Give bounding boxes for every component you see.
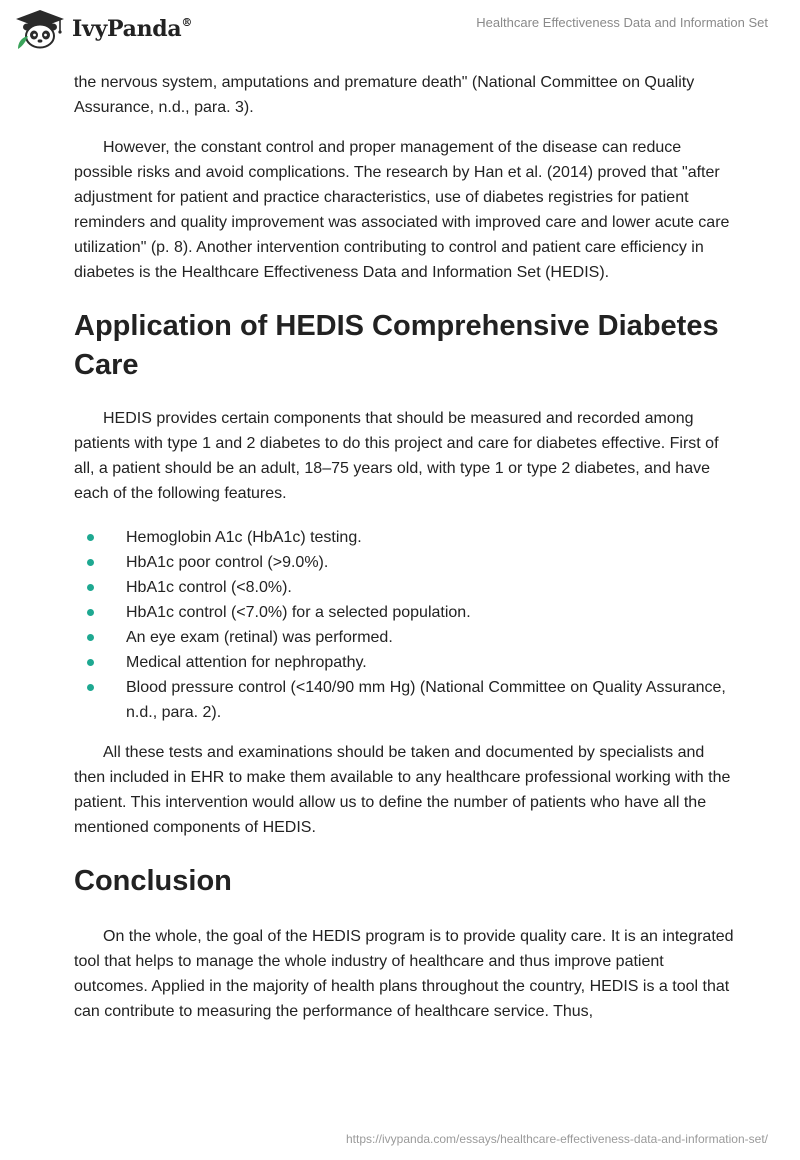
document-title: Healthcare Effectiveness Data and Information Set: [476, 15, 768, 30]
list-item: [74, 650, 734, 675]
bullet-icon: [87, 659, 94, 666]
paragraph-conclusion: On the whole, the goal of the HEDIS program is to provide quality care. It is an integrated tool that helps to manage the whole industry of healthcare and thus improve patient outcomes. Applied in the majority of health plans throughout the country, HEDIS is a tool that can contribute to measuring the performance of healthcare service. Thus,: [74, 928, 734, 1020]
brand-registered-mark: ®: [181, 15, 193, 29]
list-item-text: HbA1c control (<8.0%).: [126, 579, 292, 596]
list-item-text: Medical attention for nephropathy.: [126, 654, 367, 671]
brand-name-text: IvyPanda: [72, 16, 182, 42]
section-heading-application: Application of HEDIS Comprehensive Diabetes Care: [74, 310, 719, 381]
section-heading-conclusion: Conclusion: [74, 865, 232, 897]
article-body: [74, 70, 734, 1024]
hedis-features-list: [74, 525, 734, 725]
bullet-icon: [87, 684, 94, 691]
list-item: [74, 675, 734, 725]
brand-name: [72, 16, 192, 42]
paragraph-continuation: the nervous system, amputations and premature death" (National Committee on Quality Assurance, n.d., para. 3).: [74, 74, 695, 116]
list-item: [74, 600, 734, 625]
list-item-text: Blood pressure control (<140/90 mm Hg) (National Committee on Quality Assurance, n.d., para. 2).: [126, 679, 726, 721]
paragraph-intervention: However, the constant control and proper management of the disease can reduce possible risks and avoid complications. The research by Han et al. (2014) proved that "after adjustment for patient and practice characteristics, use of diabetes registries for patient reminders and quality improvement was associated with improved care and lower acute care utilization" (p. 8). Another intervention contributing to control and patient care efficiency in diabetes is the Healthcare Effectiveness Data and Information Set (HEDIS).: [74, 139, 730, 281]
bullet-icon: [87, 584, 94, 591]
list-item-text: Hemoglobin A1c (HbA1c) testing.: [126, 529, 362, 546]
list-item-text: HbA1c poor control (>9.0%).: [126, 554, 329, 571]
list-item: [74, 625, 734, 650]
brand-logo[interactable]: [14, 9, 192, 49]
paragraph-hedis-components: HEDIS provides certain components that should be measured and recorded among patients with type 1 and 2 diabetes to do this project and care for diabetes effective. First of all, a patient should be an adult, 18–75 years old, with type 1 or type 2 diabetes, and have each of the following features.: [74, 410, 719, 502]
bullet-icon: [87, 534, 94, 541]
paragraph-ehr-documentation: All these tests and examinations should be taken and documented by specialists and then included in EHR to make them available to any healthcare professional working with the patient. This intervention would allow us to define the number of patients who have all the mentioned components of HEDIS.: [74, 744, 731, 836]
panda-graduation-cap-icon: [14, 9, 66, 49]
bullet-icon: [87, 609, 94, 616]
list-item: [74, 550, 734, 575]
list-item: [74, 525, 734, 550]
list-item-text: HbA1c control (<7.0%) for a selected population.: [126, 604, 471, 621]
bullet-icon: [87, 559, 94, 566]
list-item: [74, 575, 734, 600]
page-header: [0, 0, 800, 64]
bullet-icon: [87, 634, 94, 641]
list-item-text: An eye exam (retinal) was performed.: [126, 629, 393, 646]
source-url-link[interactable]: https://ivypanda.com/essays/healthcare-effectiveness-data-and-information-set/: [346, 1132, 768, 1146]
